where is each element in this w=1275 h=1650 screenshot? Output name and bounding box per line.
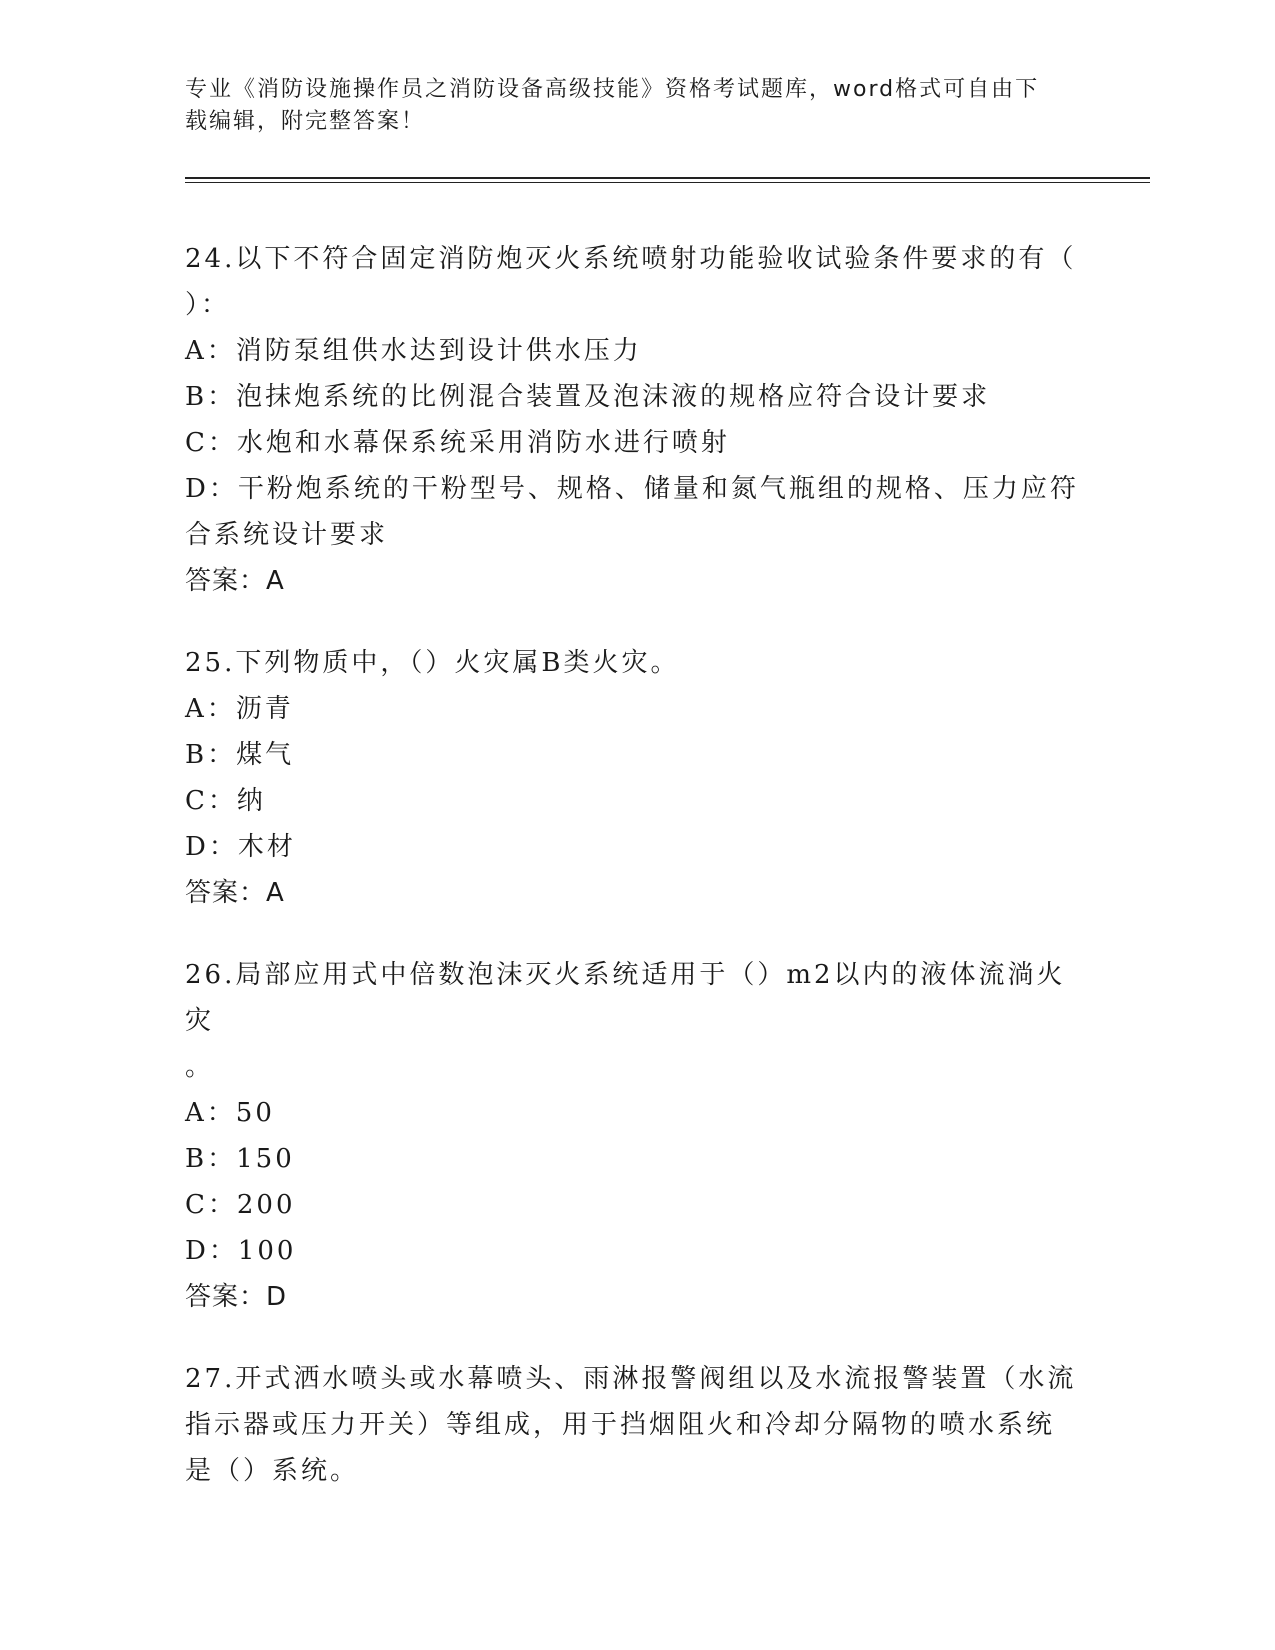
question-stem-line: 。 bbox=[185, 1052, 215, 1082]
question-stem-line: ）： bbox=[185, 290, 231, 320]
question-stem-line: 24.以下不符合固定消防炮灭火系统喷射功能验收试验条件要求的有（ bbox=[185, 244, 1077, 274]
question-stem-line: 是（）系统。 bbox=[185, 1456, 360, 1486]
option-c: C：200 bbox=[185, 1190, 296, 1220]
option-b: B：泡抹炮系统的比例混合装置及泡沫液的规格应符合设计要求 bbox=[185, 382, 991, 412]
header-line-2: 载编辑，附完整答案！ bbox=[185, 109, 426, 134]
option-a: A：消防泵组供水达到设计供水压力 bbox=[185, 336, 642, 366]
question-26 bbox=[185, 952, 1085, 1320]
header-divider-thin bbox=[185, 182, 1150, 183]
question-25 bbox=[185, 640, 1085, 916]
answer-line: 答案：D bbox=[185, 1282, 288, 1312]
option-c: C：水炮和水幕保系统采用消防水进行喷射 bbox=[185, 428, 730, 458]
option-c: C：纳 bbox=[185, 786, 266, 816]
question-24 bbox=[185, 236, 1085, 604]
header-line-1: 专业《消防设施操作员之消防设备高级技能》资格考试题库，word格式可自由下 bbox=[185, 77, 1040, 102]
question-list bbox=[185, 236, 1085, 1530]
question-27 bbox=[185, 1356, 1085, 1494]
option-a: A：50 bbox=[185, 1098, 275, 1128]
document-header bbox=[185, 74, 1065, 138]
option-b: B：煤气 bbox=[185, 740, 295, 770]
option-d: D：木材 bbox=[185, 832, 296, 862]
question-stem-line: 26.局部应用式中倍数泡沫灭火系统适用于（）m2以内的液体流淌火灾 bbox=[185, 960, 1066, 1036]
option-a: A：沥青 bbox=[185, 694, 294, 724]
answer-line: 答案：A bbox=[185, 878, 285, 908]
header-divider-thick bbox=[185, 177, 1150, 179]
option-d: D：干粉炮系统的干粉型号、规格、储量和氮气瓶组的规格、压力应符 bbox=[185, 474, 1079, 504]
option-d-continuation: 合系统设计要求 bbox=[185, 520, 389, 550]
question-stem-line: 指示器或压力开关）等组成，用于挡烟阻火和冷却分隔物的喷水系统 bbox=[185, 1410, 1056, 1440]
option-d: D：100 bbox=[185, 1236, 297, 1266]
question-stem-line: 27.开式洒水喷头或水幕喷头、雨淋报警阀组以及水流报警装置（水流 bbox=[185, 1364, 1077, 1394]
question-stem-line: 25.下列物质中，（）火灾属B类火灾。 bbox=[185, 648, 680, 678]
answer-line: 答案：A bbox=[185, 566, 285, 596]
option-b: B：150 bbox=[185, 1144, 295, 1174]
